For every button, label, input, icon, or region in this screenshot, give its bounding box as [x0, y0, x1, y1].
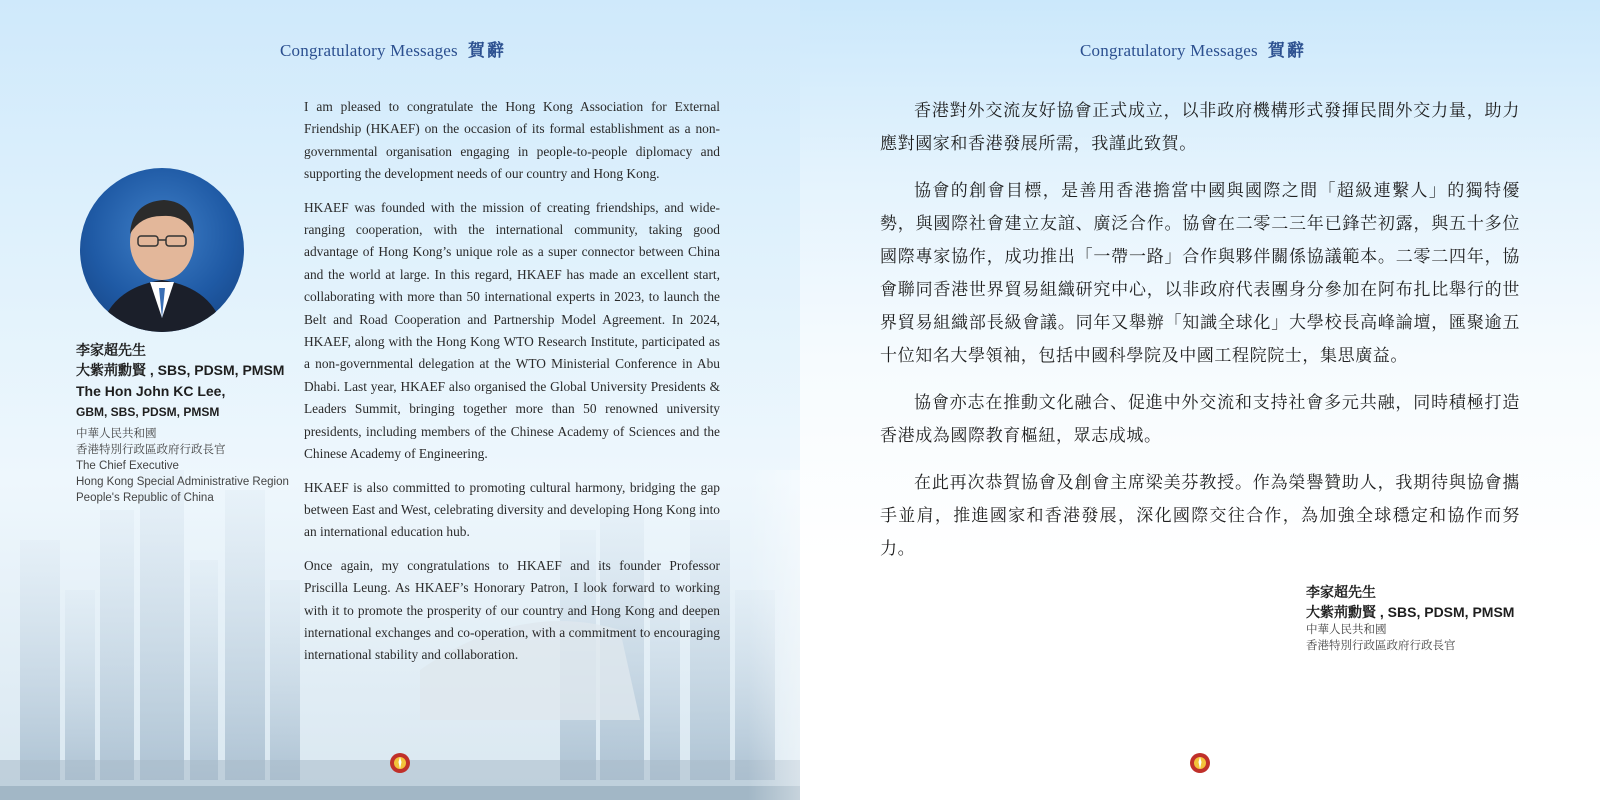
- signatory-title-en-2: Hong Kong Special Administrative Region: [76, 476, 289, 488]
- message-paragraph-en: HKAEF is also committed to promoting cultural harmony, bridging the gap between East and West, celebrating diversity and developing Hong Kong into an international education hub.: [304, 479, 720, 540]
- signatory-name-zh: 李家超先生: [76, 342, 146, 358]
- header-title-en: Congratulatory Messages: [1080, 41, 1258, 60]
- signatory-honours-en: GBM, SBS, PDSM, PMSM: [76, 405, 220, 419]
- hong-kong-emblem-icon: [1189, 752, 1211, 774]
- signatory-title-en-1: The Chief Executive: [76, 460, 179, 472]
- signatory-honours-zh: 大紫荊勳賢 , SBS, PDSM, PMSM: [76, 362, 285, 378]
- right-page: [800, 0, 1600, 800]
- message-body-zh: [880, 94, 1520, 579]
- message-paragraph-en: HKAEF was founded with the mission of creating friendships, and wide-ranging cooperation, with the international community, taking good advantage of Hong Kong’s unique role as a super connector between China and the world at large. In this regard, HKAEF has made an excellent start, collaborating with more than 50 international experts in 2023, to launch the Belt and Road Cooperation and Partnership Model Agreement. In 2024, HKAEF, along with the Hong Kong WTO Research Institute, participated as a non-governmental delegation at the WTO Ministerial Conference in Abu Dhabi. Last year, HKAEF also organised the Global University Presidents & Leaders Summit, bringing together more than 50 renowned university presidents, including members of the Chinese Academy of Sciences and the Chinese Academy of Engineering.: [304, 199, 720, 462]
- signatory-title-zh-2: 香港特別行政區政府行政長官: [76, 444, 226, 456]
- portrait-photo: [80, 168, 244, 332]
- message-paragraph-zh: 協會亦志在推動文化融合、促進中外交流和支持社會多元共融，同時積極打造香港成為國際教育樞紐，眾志成城。: [880, 393, 1520, 445]
- message-paragraph-en: Once again, my congratulations to HKAEF and its founder Professor Priscilla Leung. As HKAEF’s Honorary Patron, I look forward to working with it to promote the prosperity of our country and Hong Kong and deepen international exchanges and co-operation, with a commitment to encouraging international stability and collaboration.: [304, 557, 720, 663]
- page-header-right: [1080, 36, 1306, 61]
- header-title-en: Congratulatory Messages: [280, 41, 458, 60]
- header-title-zh: 賀辭: [467, 41, 506, 60]
- signature-block-right: [1306, 582, 1566, 654]
- header-title-zh: 賀辭: [1267, 41, 1306, 60]
- signatory-name-en: The Hon John KC Lee,: [76, 383, 226, 399]
- signatory-title-en-3: People's Republic of China: [76, 492, 214, 504]
- page-header-left: [280, 36, 506, 61]
- signatory-honours-zh: 大紫荊勳賢 , SBS, PDSM, PMSM: [1306, 604, 1515, 620]
- hong-kong-emblem-icon: [389, 752, 411, 774]
- portrait-figure-icon: [80, 168, 244, 332]
- message-paragraph-en: I am pleased to congratulate the Hong Kong Association for External Friendship (HKAEF) on the occasion of its formal establishment as a non-governmental organisation engaging in people-to-people diplomacy and supporting the development needs of our country and Hong Kong.: [304, 99, 720, 182]
- signature-block-left: [76, 340, 296, 506]
- message-paragraph-zh: 協會的創會目標，是善用香港擔當中國與國際之間「超級連繫人」的獨特優勢，與國際社會建立友誼、廣泛合作。協會在二零二三年已鋒芒初露，與五十多位國際專家協作，成功推出「一帶一路」合作與夥伴關係協議範本。二零二四年，協會聯同香港世界貿易組織研究中心，以非政府代表團身分參加在阿布扎比舉行的世界貿易組織部長級會議。同年又舉辦「知識全球化」大學校長高峰論壇，匯聚逾五十位知名大學領袖，包括中國科學院及中國工程院院士，集思廣益。: [880, 181, 1520, 365]
- signatory-title-zh-2: 香港特別行政區政府行政長官: [1306, 640, 1456, 652]
- signatory-name-zh: 李家超先生: [1306, 584, 1376, 600]
- message-paragraph-zh: 在此再次恭賀協會及創會主席梁美芬教授。作為榮譽贊助人，我期待與協會攜手並肩，推進國家和香港發展，深化國際交往合作，為加強全球穩定和協作而努力。: [880, 473, 1520, 558]
- message-paragraph-zh: 香港對外交流友好協會正式成立，以非政府機構形式發揮民間外交力量，助力應對國家和香港發展所需，我謹此致賀。: [880, 101, 1520, 153]
- signatory-title-zh-1: 中華人民共和國: [1306, 624, 1387, 636]
- message-body-en: [304, 96, 720, 678]
- signatory-title-zh-1: 中華人民共和國: [76, 428, 157, 440]
